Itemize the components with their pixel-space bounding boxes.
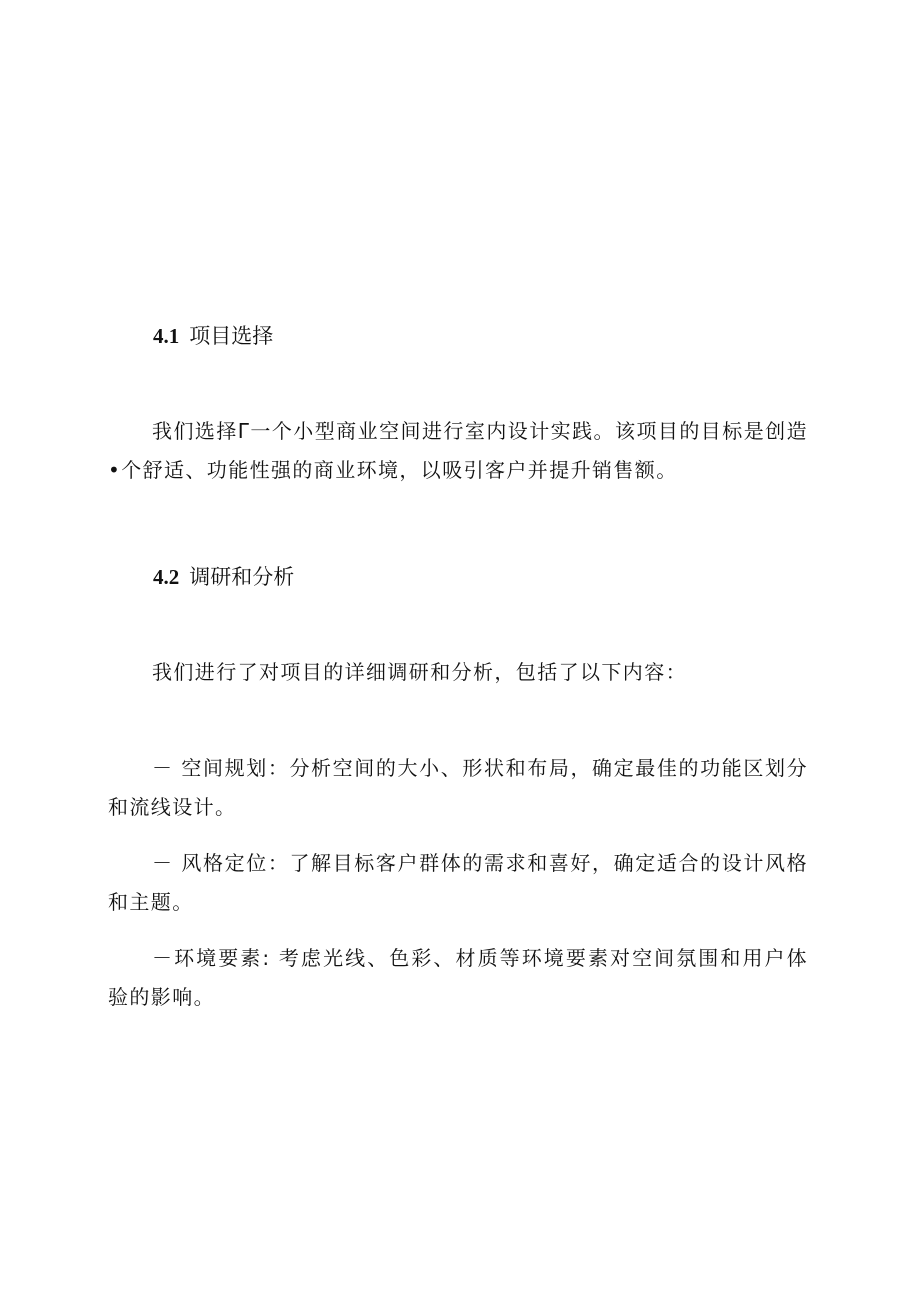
section-title: 项目选择 xyxy=(189,324,274,348)
list-item-environment-factors: －环境要素: 考虑光线、色彩、材质等环境要素对空间氛围和用户体验的影响。 xyxy=(108,946,808,1009)
section-number: 4.2 xyxy=(153,565,180,589)
section-title: 调研和分析 xyxy=(189,565,295,589)
section-4-1-paragraph: 我们选择Γ一个小型商业空间进行室内设计实践。该项目的目标是创造•个舒适、功能性强的商业环境，以吸引客户并提升销售额。 xyxy=(108,419,808,482)
section-4-2-intro-paragraph: 我们进行了对项目的详细调研和分析，包括了以下内容： xyxy=(152,660,687,684)
section-number: 4.1 xyxy=(153,324,180,348)
section-heading-4-1 xyxy=(153,322,273,350)
list-item-style-positioning: － 风格定位：了解目标客户群体的需求和喜好，确定适合的设计风格和主题。 xyxy=(108,851,808,914)
list-item-space-planning: － 空间规划：分析空间的大小、形状和布局，确定最佳的功能区划分和流线设计。 xyxy=(108,756,808,819)
section-heading-4-2 xyxy=(153,563,294,591)
